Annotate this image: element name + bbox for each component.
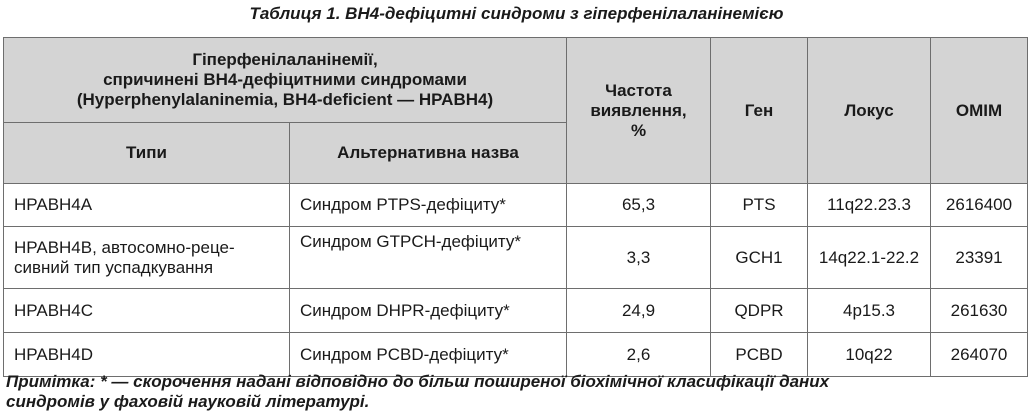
cell-omim: 2616400 [931,184,1028,227]
cell-locus: 11q22.23.3 [808,184,931,227]
cell-gene: PTS [711,184,808,227]
cell-omim: 264070 [931,333,1028,377]
cell-alt-name: Синдром PTPS-дефіциту* [290,184,567,227]
header-group-title-line1: Гіперфенілаланінемії, [192,50,378,69]
cell-type: HPABH4D [4,333,290,377]
header-locus: Локус [808,38,931,184]
cell-type: HPABH4A [4,184,290,227]
header-group-title-line3: (Hyperphenylalaninemia, BH4-deficient — HPABH4) [76,90,494,109]
header-frequency-line1: Частота [605,80,672,100]
cell-gene: PCBD [711,333,808,377]
header-row-top [4,38,1028,123]
header-alt-name: Альтернативна назва [290,123,567,184]
cell-omim: 23391 [931,227,1028,289]
cell-locus: 14q22.1-22.2 [808,227,931,289]
cell-locus: 4p15.3 [808,289,931,333]
table-note-line1: Примітка: * — скорочення надані відповідно до більш поширеної біохімічної класифікації даних [6,372,830,391]
cell-type-line2: сивний тип успадкування [14,257,214,277]
cell-alt-name: Синдром DHPR-дефіциту* [290,289,567,333]
cell-frequency: 65,3 [567,184,711,227]
header-frequency [567,38,711,184]
table-row [4,227,1028,289]
header-types: Типи [4,123,290,184]
table-row [4,184,1028,227]
cell-alt-name: Синдром GTPCH-дефіциту* [290,227,567,289]
cell-frequency: 3,3 [567,227,711,289]
cell-frequency: 2,6 [567,333,711,377]
cell-locus: 10q22 [808,333,931,377]
header-group-title-line2: спричинені ВН4-дефіцитними синдромами [103,70,467,89]
table-caption: Таблиця 1. ВН4-дефіцитні синдроми з гіперфенілаланінемією [249,4,784,23]
cell-type-line1: HPABH4B, автосомно-реце- [14,237,235,257]
table-note [6,372,1026,412]
header-group-title [4,38,567,123]
table-row [4,333,1028,377]
cell-alt-name: Синдром PCBD-дефіциту* [290,333,567,377]
cell-omim: 261630 [931,289,1028,333]
cell-type [4,227,290,289]
header-omim: OMIM [931,38,1028,184]
syndromes-table [3,37,1028,377]
table-row [4,289,1028,333]
cell-gene: GCH1 [711,227,808,289]
header-frequency-line3: % [630,120,647,140]
header-gene: Ген [711,38,808,184]
cell-type: HPABH4C [4,289,290,333]
cell-gene: QDPR [711,289,808,333]
table-note-line2: синдромів у фаховій науковій літературі. [6,392,370,411]
header-frequency-line2: виявлення, [590,100,687,120]
cell-frequency: 24,9 [567,289,711,333]
